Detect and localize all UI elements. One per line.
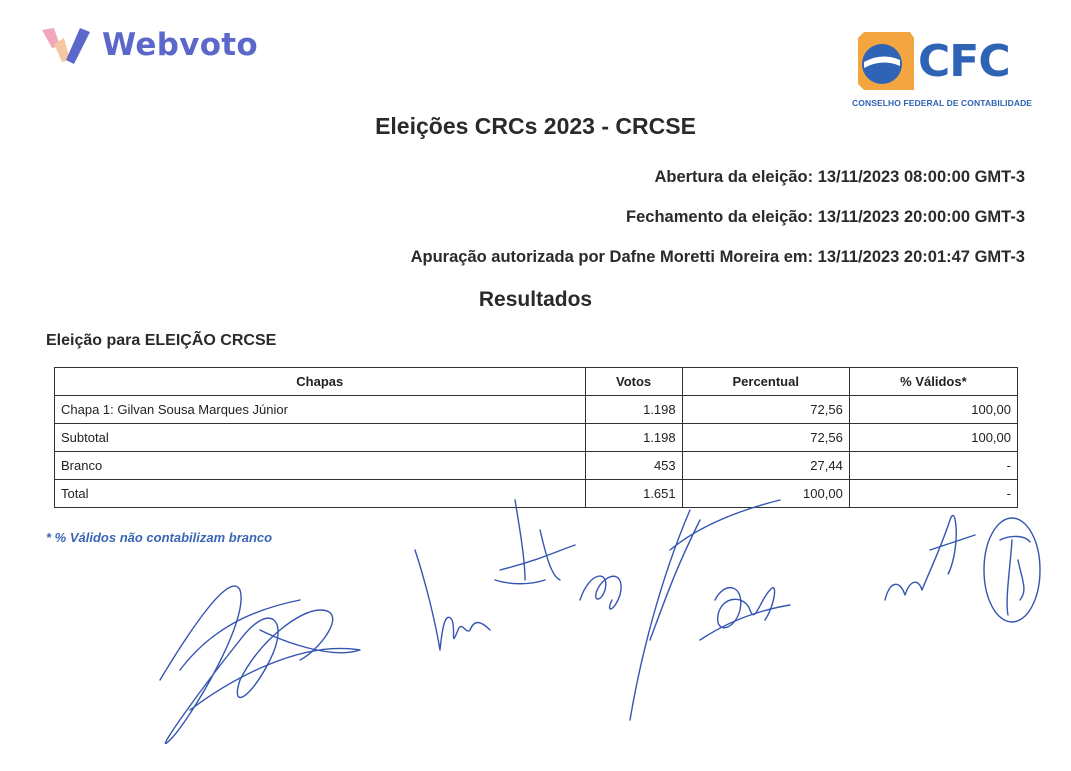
row-votes: 453 xyxy=(585,452,682,480)
header-chapas: Chapas xyxy=(55,368,586,396)
election-opening: Abertura da eleição: 13/11/2023 08:00:00 GMT-3 xyxy=(654,168,1025,186)
row-label: Branco xyxy=(55,452,586,480)
row-valid-percent: - xyxy=(849,452,1017,480)
results-heading: Resultados xyxy=(478,288,593,311)
row-label: Chapa 1: Gilvan Sousa Marques Júnior xyxy=(55,396,586,424)
table-row xyxy=(55,452,1018,480)
results-table xyxy=(54,367,1018,508)
section-heading: Eleição para ELEIÇÃO CRCSE xyxy=(46,332,277,349)
signature-6 xyxy=(984,518,1040,622)
signature-4 xyxy=(700,588,790,640)
count-authorization: Apuração autorizada por Dafne Moretti Moreira em: 13/11/2023 20:01:47 GMT-3 xyxy=(410,248,1025,266)
table-row xyxy=(55,424,1018,452)
row-valid-percent: 100,00 xyxy=(849,396,1017,424)
row-percent: 100,00 xyxy=(682,480,849,508)
document-title: Eleições CRCs 2023 - CRCSE xyxy=(375,113,696,139)
row-votes: 1.198 xyxy=(585,396,682,424)
signature-2 xyxy=(415,500,575,650)
row-valid-percent: - xyxy=(849,480,1017,508)
row-valid-percent: 100,00 xyxy=(849,424,1017,452)
cfc-emblem-icon xyxy=(850,28,920,98)
signature-5 xyxy=(885,515,975,600)
row-votes: 1.651 xyxy=(585,480,682,508)
election-closing: Fechamento da eleição: 13/11/2023 20:00:00 GMT-3 xyxy=(626,208,1025,226)
table-row xyxy=(55,396,1018,424)
row-percent: 27,44 xyxy=(682,452,849,480)
header-percentual: Percentual xyxy=(682,368,849,396)
row-votes: 1.198 xyxy=(585,424,682,452)
header-validos: % Válidos* xyxy=(849,368,1017,396)
webvoto-logo xyxy=(40,22,258,68)
row-percent: 72,56 xyxy=(682,424,849,452)
header-votos: Votos xyxy=(585,368,682,396)
table-header-row xyxy=(55,368,1018,396)
row-label: Total xyxy=(55,480,586,508)
cfc-subtitle: CONSELHO FEDERAL DE CONTABILIDADE xyxy=(852,98,1033,108)
signature-1 xyxy=(160,586,360,743)
row-percent: 72,56 xyxy=(682,396,849,424)
cfc-wordmark: CFC xyxy=(918,36,1010,87)
row-label: Subtotal xyxy=(55,424,586,452)
footnote: * % Válidos não contabilizam branco xyxy=(46,530,273,545)
cfc-logo xyxy=(850,28,1040,110)
signatures xyxy=(0,490,1071,771)
webvoto-wordmark: Webvoto xyxy=(102,27,259,63)
webvoto-logo-mark-icon xyxy=(40,24,92,66)
